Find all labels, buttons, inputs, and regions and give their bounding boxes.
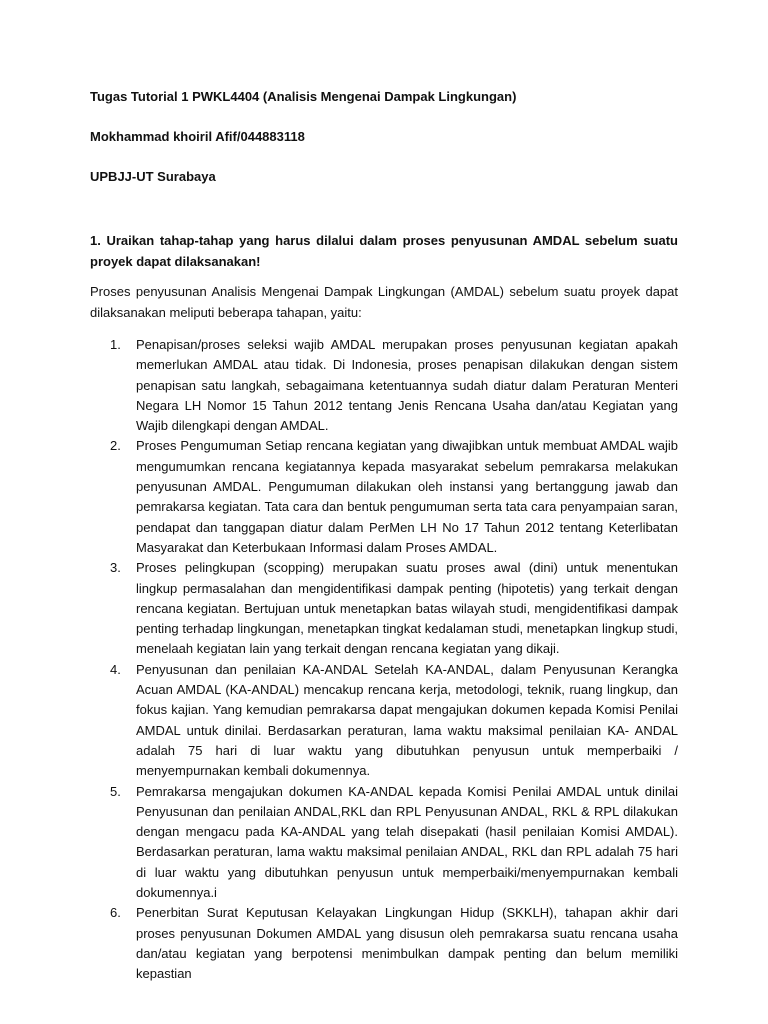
student-name-id: Mokhammad khoiril Afif/044883118 (90, 129, 305, 144)
list-item (90, 558, 678, 659)
steps-list (90, 335, 678, 985)
question-heading: 1. Uraikan tahap-tahap yang harus dilalui dalam proses penyusunan AMDAL sebelum suatu proyek dapat dilaksanakan! (90, 233, 678, 269)
list-item (90, 335, 678, 436)
document-page (90, 88, 678, 985)
list-item (90, 660, 678, 782)
list-item-number: 1. (110, 337, 121, 352)
list-item-text: Penapisan/proses seleksi wajib AMDAL merupakan proses penyusunan kegiatan apakah memerlukan AMDAL atau tidak. Di Indonesia, proses penapisan dilakukan dengan sistem penapisan satu langkah, sebagaimana ketentuannya sudah diatur dalam Peraturan Menteri Negara LH Nomor 15 Tahun 2012 tentang Jenis Rencana Usaha dan/atau Kegiatan yang Wajib dilengkapi dengan AMDAL. (136, 337, 678, 434)
list-item (90, 436, 678, 558)
list-item-text: Proses pelingkupan (scopping) merupakan suatu proses awal (dini) untuk menentukan lingkup permasalahan dan mengidentifikasi dampak penting (hipotetis) yang terkait dengan rencana kegiatan. Bertujuan untuk menetapkan batas wilayah studi, mengidentifikasi dampak penting terhadap lingkungan, menetapkan tingkat kedalaman studi, menetapkan lingkup studi, menelaah kegiatan lain yang terkait dengan rencana kegiatan yang dikaji. (136, 560, 678, 657)
study-center: UPBJJ-UT Surabaya (90, 169, 216, 184)
list-item-number: 2. (110, 438, 121, 454)
list-item-text: Penerbitan Surat Keputusan Kelayakan Lingkungan Hidup (SKKLH), tahapan akhir dari proses penyusunan Dokumen AMDAL yang disusun oleh pemrakarsa suatu rencana usaha dan/atau kegiatan yang berpotensi menimbulkan dampak penting dan belum memiliki kepastian (136, 905, 678, 982)
list-item-number: 6. (110, 905, 121, 921)
list-item-number: 5. (110, 783, 121, 799)
assignment-title: Tugas Tutorial 1 PWKL4404 (Analisis Mengenai Dampak Lingkungan) (90, 89, 517, 104)
list-item (90, 903, 678, 984)
list-item-text: Pemrakarsa mengajukan dokumen KA-ANDAL kepada Komisi Penilai AMDAL untuk dinilai Penyusunan dan penilaian ANDAL,RKL dan RPL Penyusunan ANDAL, RKL & RPL dilakukan dengan mengacu pada KA-ANDAL yang telah disepakati (hasil penilaian Komisi AMDAL). Berdasarkan peraturan, lama waktu maksimal penilaian ANDAL, RKL dan RPL adalah 75 hari di luar waktu yang dibutuhkan penyusun untuk memperbaiki/menyempurnakan kembali dokumennya.i (136, 783, 678, 901)
list-item-number: 3. (110, 560, 121, 576)
list-item-text: Penyusunan dan penilaian KA-ANDAL Setelah KA-ANDAL, dalam Penyusunan Kerangka Acuan AMDAL (KA-ANDAL) mencakup rencana kerja, metodologi, teknik, ruang lingkup, dan fokus kajian. Yang kemudian pemrakarsa dapat mengajukan dokumen kepada Komisi Penilai AMDAL untuk dinilai. Berdasarkan peraturan, lama waktu maksimal penilaian KA- ANDAL adalah 75 hari di luar waktu yang dibutuhkan penyusun untuk memperbaiki / menyempurnakan kembali dokumennya. (136, 661, 678, 779)
list-item-number: 4. (110, 661, 121, 677)
list-item (90, 782, 678, 904)
list-item-text: Proses Pengumuman Setiap rencana kegiatan yang diwajibkan untuk membuat AMDAL wajib mengumumkan rencana kegiatannya kepada masyarakat sebelum pemrakarsa melakukan penyusunan AMDAL. Pengumuman dilakukan oleh instansi yang bertanggung jawab dan pemrakarsa kegiatan. Tata cara dan bentuk pengumuman serta tata cara penyampaian saran, pendapat dan tanggapan diatur dalam PerMen LH No 17 Tahun 2012 tentang Keterlibatan Masyarakat dan Keterbukaan Informasi dalam Proses AMDAL. (136, 438, 678, 555)
intro-paragraph: Proses penyusunan Analisis Mengenai Dampak Lingkungan (AMDAL) sebelum suatu proyek dapat dilaksanakan meliputi beberapa tahapan, yaitu: (90, 284, 678, 320)
